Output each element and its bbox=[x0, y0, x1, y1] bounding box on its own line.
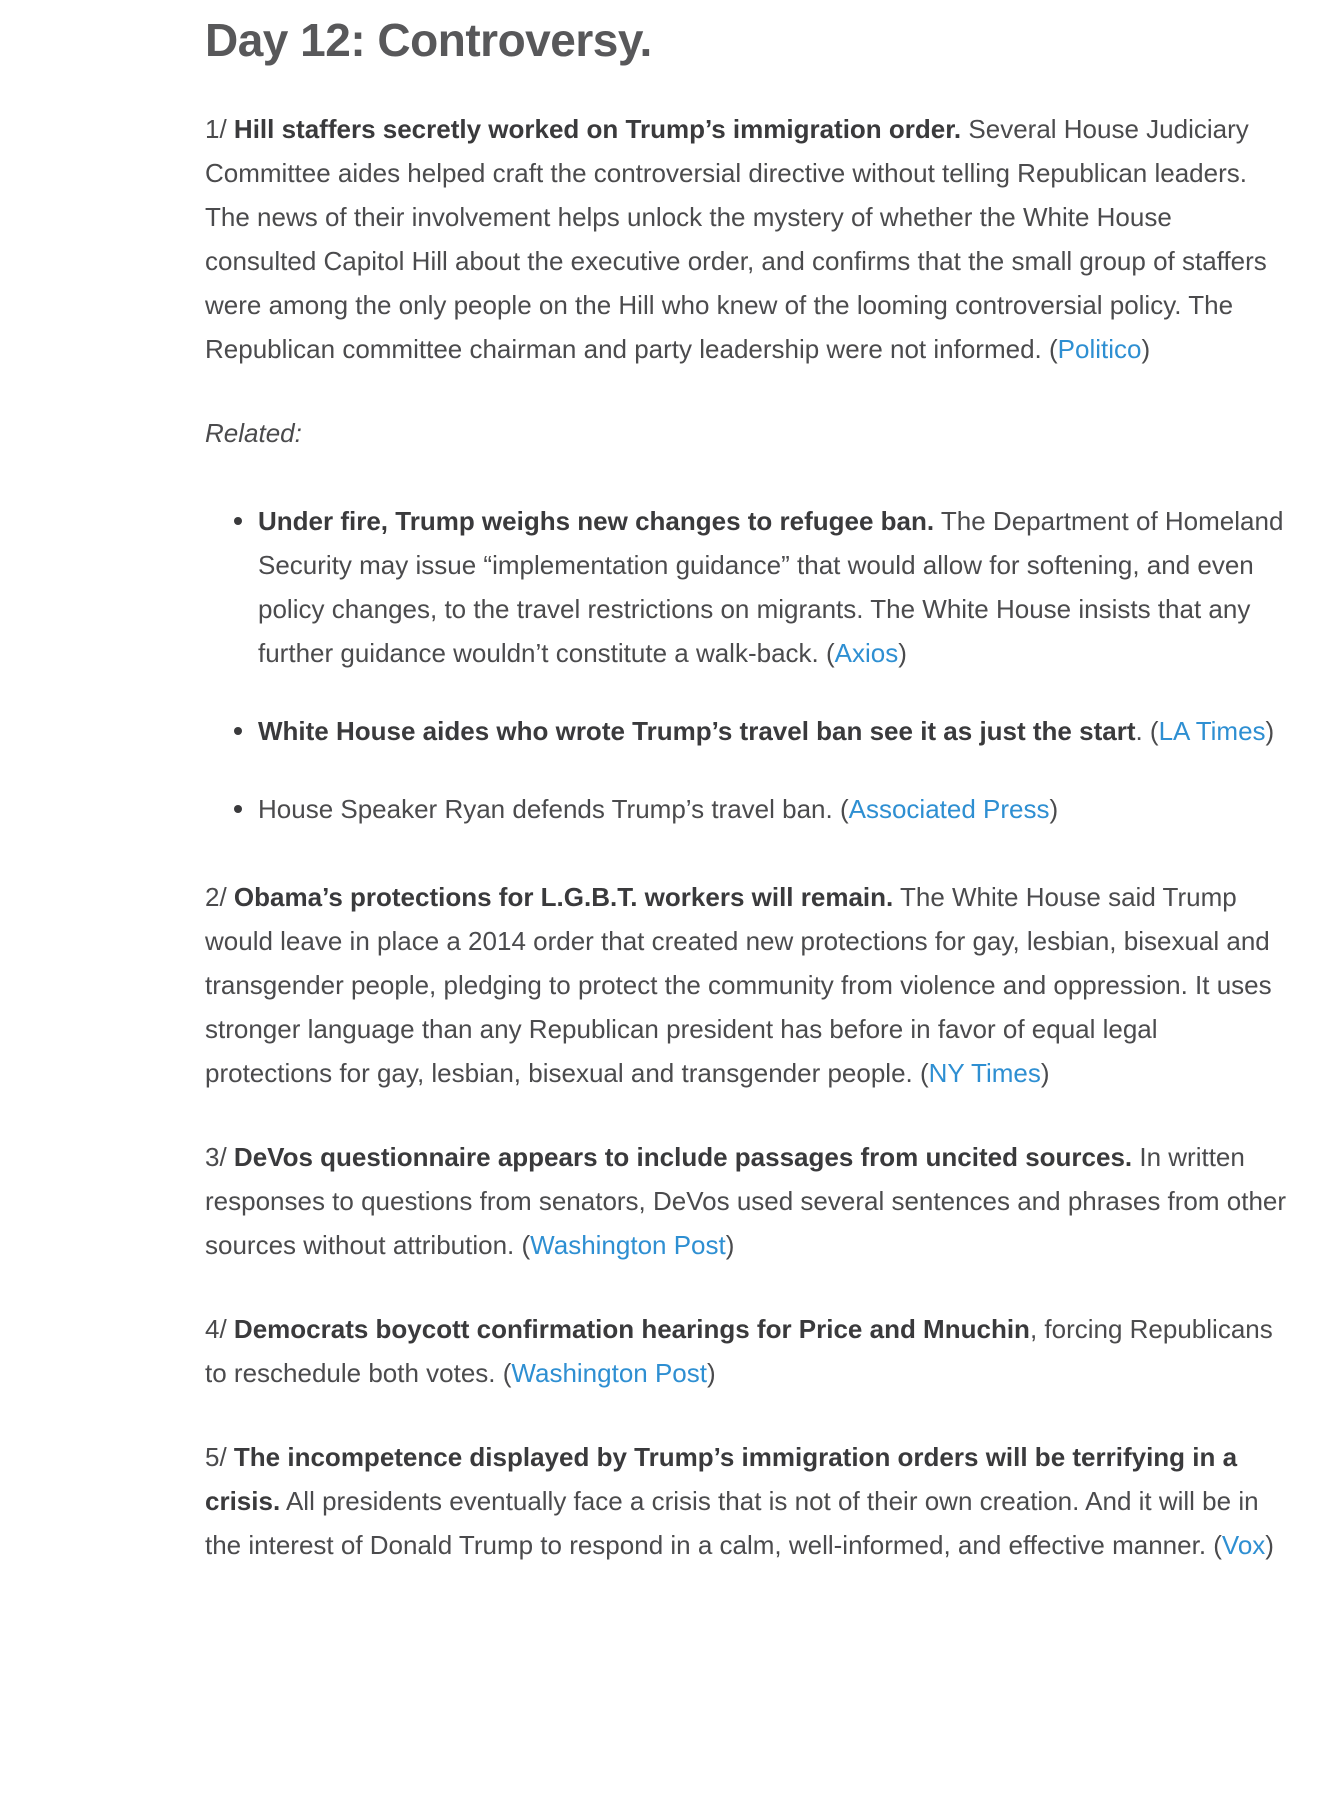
body-text: House Speaker Ryan defends Trump’s travel ban. ( bbox=[258, 793, 849, 824]
body-text: ) bbox=[1265, 715, 1275, 746]
news-item-5 bbox=[205, 1435, 1290, 1567]
lead-text: Under fire, Trump weighs new changes to refugee ban. bbox=[258, 505, 935, 536]
lead-text: DeVos questionnaire appears to include passages from uncited sources. bbox=[233, 1141, 1133, 1172]
page-title: Day 12: Controversy. bbox=[205, 14, 652, 66]
body-text: ) bbox=[725, 1229, 735, 1260]
news-item-1 bbox=[205, 107, 1290, 371]
body-text: The White House said Trump would leave in place a 2014 order that created new protections for gay, lesbian, bisexual and transgender people, pledging to protect the community from violence and oppression. It uses stronger language than any Republican president has before in favor of equal legal protections for gay, lesbian, bisexual and transgender people. ( bbox=[205, 881, 1272, 1088]
related-item-2 bbox=[258, 709, 1290, 753]
lead-text: Democrats boycott confirmation hearings for Price and Mnuchin bbox=[233, 1313, 1030, 1344]
lead-text: Obama’s protections for L.G.B.T. workers will remain. bbox=[233, 881, 894, 912]
body-text: Several House Judiciary Committee aides helped craft the controversial directive without telling Republican leaders. The news of their involvement helps unlock the mystery of whether the White House consulted Capitol Hill about the executive order, and confirms that the small group of staffers were among the only people on the Hill who knew of the looming controversial policy. The Republican committee chairman and party leadership were not informed. ( bbox=[205, 113, 1267, 364]
body-text: ) bbox=[707, 1357, 716, 1388]
article-content bbox=[205, 107, 1290, 1567]
related-list bbox=[205, 499, 1290, 831]
source-link-washington-post[interactable]: Washington Post bbox=[511, 1357, 707, 1388]
body-text: ) bbox=[1049, 793, 1059, 824]
body-text: , forcing Republicans to reschedule both votes. ( bbox=[205, 1313, 1273, 1388]
related-item-1 bbox=[258, 499, 1290, 675]
source-link-politico[interactable]: Politico bbox=[1057, 333, 1142, 364]
body-text: In written responses to questions from senators, DeVos used several sentences and phrases from other sources without attribution. ( bbox=[205, 1141, 1287, 1260]
related-item-3 bbox=[258, 787, 1290, 831]
body-text: ) bbox=[1141, 333, 1151, 364]
source-link-vox[interactable]: Vox bbox=[1221, 1529, 1266, 1560]
body-text: 4/ bbox=[205, 1313, 234, 1344]
news-item-3 bbox=[205, 1135, 1290, 1267]
source-link-axios[interactable]: Axios bbox=[834, 637, 899, 668]
article bbox=[205, 0, 1290, 1567]
news-item-4 bbox=[205, 1307, 1290, 1395]
source-link-la-times[interactable]: LA Times bbox=[1158, 715, 1266, 746]
lead-text: Hill staffers secretly worked on Trump’s immigration order. bbox=[233, 113, 962, 144]
source-link-associated-press[interactable]: Associated Press bbox=[848, 793, 1050, 824]
source-link-ny-times[interactable]: NY Times bbox=[928, 1057, 1041, 1088]
body-text: Related: bbox=[205, 417, 302, 448]
body-text: ) bbox=[898, 637, 907, 668]
body-text: 3/ bbox=[205, 1141, 234, 1172]
body-text: ) bbox=[1265, 1529, 1274, 1560]
body-text: . ( bbox=[1135, 715, 1159, 746]
lead-text: The incompetence displayed by Trump’s immigration orders will be terrifying in a crisis. bbox=[205, 1441, 1238, 1516]
body-text: 5/ bbox=[205, 1441, 234, 1472]
body-text: The Department of Homeland Security may issue “implementation guidance” that would allow for softening, and even policy changes, to the travel restrictions on migrants. The White House insists that any further guidance wouldn’t constitute a walk-back. ( bbox=[258, 505, 1284, 668]
body-text: 2/ bbox=[205, 881, 234, 912]
body-text: All presidents eventually face a crisis that is not of their own creation. And it will be in the interest of Donald Trump to respond in a calm, well-informed, and effective manner. ( bbox=[205, 1485, 1259, 1560]
body-text: ) bbox=[1040, 1057, 1050, 1088]
source-link-washington-post[interactable]: Washington Post bbox=[530, 1229, 726, 1260]
news-item-2 bbox=[205, 875, 1290, 1095]
related-label bbox=[205, 411, 1290, 455]
body-text: 1/ bbox=[205, 113, 234, 144]
lead-text: White House aides who wrote Trump’s travel ban see it as just the start bbox=[258, 715, 1136, 746]
